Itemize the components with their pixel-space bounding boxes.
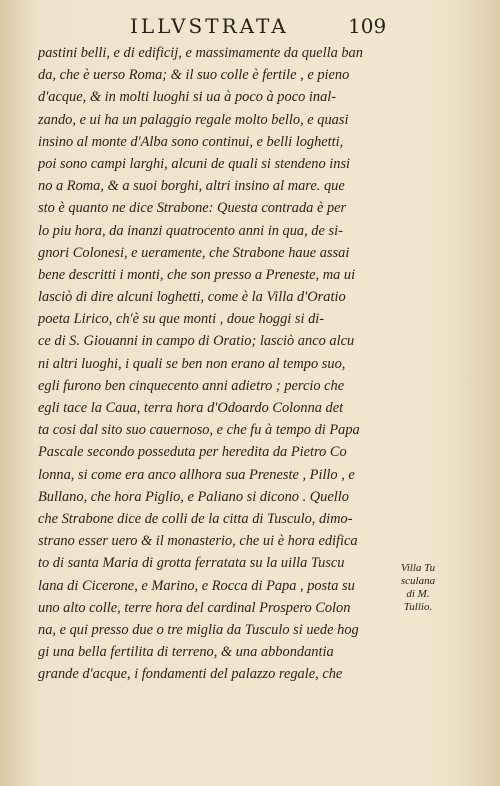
page-header	[0, 14, 500, 38]
marginal-note-line: sculana	[400, 575, 436, 587]
text-line: d'acque, & in molti luoghi si ua à poco à poco inal-	[38, 89, 337, 106]
text-line: bene descritti i monti, che son presso a Preneste, ma ui	[38, 266, 356, 283]
text-line: lasciò di dire alcuni loghetti, come è la Villa d'Oratio	[38, 289, 346, 306]
text-line: grande d'acque, i fondamenti del palazzo regale, che	[38, 666, 343, 683]
text-line: ta cosi dal sito suo cauernoso, e che fu à tempo di Papa	[38, 422, 360, 439]
text-line: Bullano, che hora Piglio, e Paliano si dicono . Quello	[38, 488, 349, 505]
text-line: insino al monte d'Alba sono continui, e belli loghetti,	[38, 133, 344, 150]
page-edge-shadow	[460, 0, 500, 786]
text-line: strano esser uero & il monasterio, che ui è hora edifica	[38, 533, 358, 550]
text-line: poeta Lirico, ch'è su que monti , doue hoggi si di-	[38, 311, 325, 328]
text-line: lonna, si come era anco allhora sua Preneste , Pillo , e	[38, 466, 355, 483]
text-line: no a Roma, & a suoi borghi, altri insino al mare. que	[38, 178, 345, 195]
text-line: poi sono campi larghi, alcuni de quali si stendeno insi	[38, 155, 351, 172]
marginal-note-line: Villa Tu	[400, 562, 436, 574]
text-line: Pascale secondo posseduta per heredita da Pietro Co	[38, 444, 347, 461]
text-line: to di santa Maria di grotta ferratata su la uilla Tuscu	[38, 555, 345, 572]
text-line: zando, e ui ha un palaggio regale molto bello, e quasi	[38, 111, 349, 128]
marginal-note-line: di M.	[406, 588, 430, 600]
text-line: na, e qui presso due o tre miglia da Tusculo si uede hog	[38, 621, 359, 638]
marginal-note-line: Tullio.	[403, 601, 433, 613]
text-line: uno alto colle, terre hora del cardinal Prospero Colon	[38, 599, 351, 616]
page-number: 109	[348, 14, 387, 38]
body-text	[38, 42, 404, 685]
running-title: ILLVSTRATA	[130, 14, 289, 38]
text-line: pastini belli, e di edificij, e massimamente da quella ban	[38, 45, 363, 61]
text-line: ni altri luoghi, i quali se ben non erano al tempo suo,	[38, 355, 346, 372]
text-line: ce di S. Giouanni in campo di Oratio; lasciò anco alcu	[38, 333, 355, 350]
text-line: sto è quanto ne dice Strabone: Questa contrada è per	[38, 200, 347, 217]
text-line: da, che è uerso Roma; & il suo colle è fertile , e pieno	[38, 67, 350, 84]
text-line: egli furono ben cinquecento anni adietro ; percio che	[38, 377, 345, 394]
text-line: lana di Cicerone, e Marino, e Rocca di Papa , posta su	[38, 577, 355, 594]
text-line: gi una bella fertilita di terreno, & una abbondantia	[38, 644, 334, 661]
text-line: gnori Colonesi, e ueramente, che Strabone haue assai	[38, 244, 350, 261]
text-line: egli tace la Caua, terra hora d'Odoardo Colonna det	[38, 400, 344, 416]
text-line: lo piu hora, da inanzi quatrocento anni in qua, de si-	[38, 222, 343, 239]
text-line: che Strabone dice de colli de la citta di Tusculo, dimo-	[38, 510, 353, 527]
marginal-note	[396, 562, 440, 614]
